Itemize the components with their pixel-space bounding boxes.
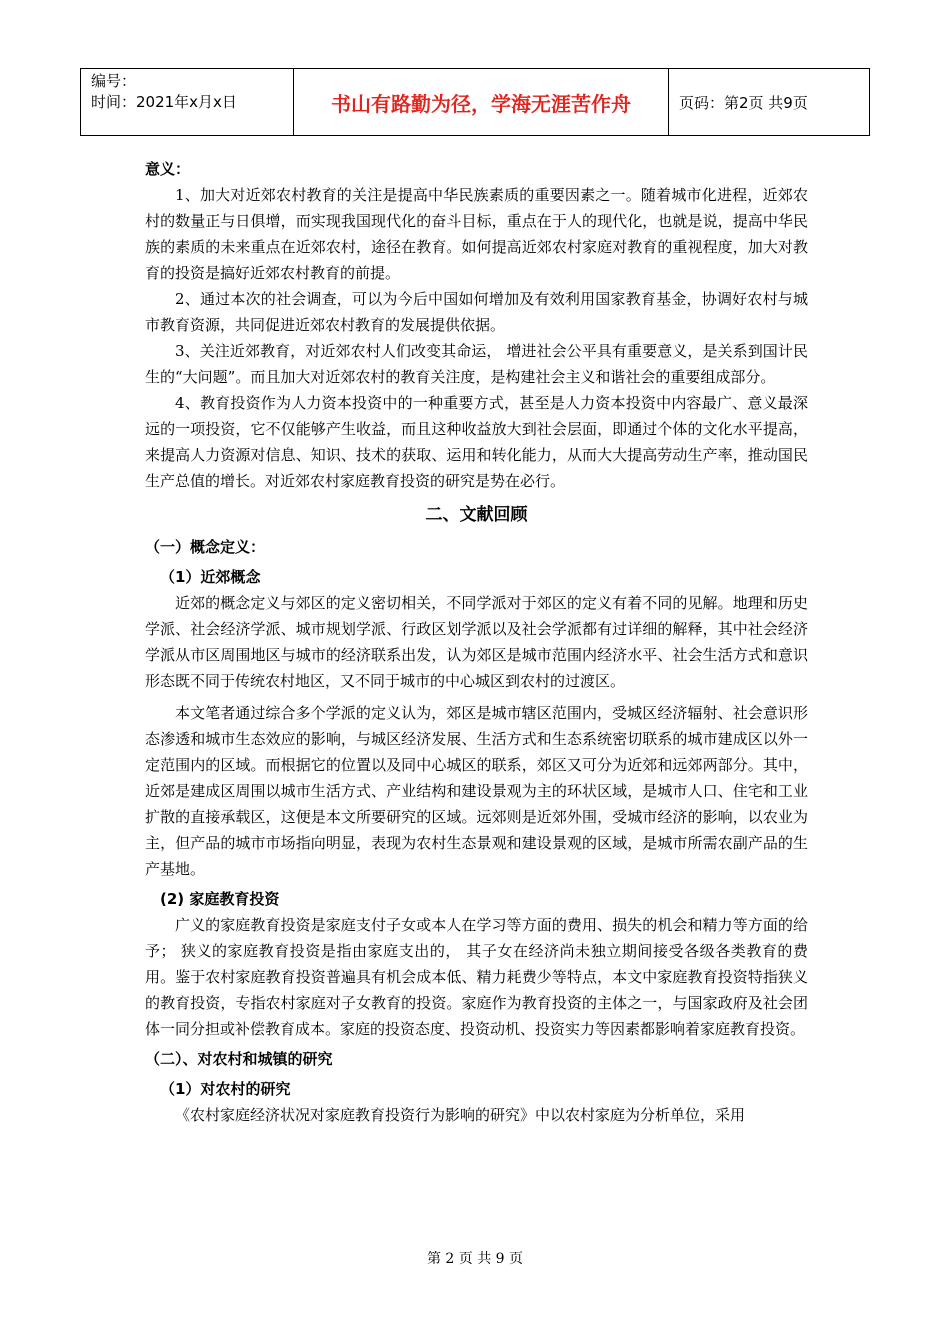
header-motto: 书山有路勤为径，学海无涯苦作舟 — [294, 69, 669, 135]
significance-paragraph-1: 1、加大对近郊农村教育的关注是提高中华民族素质的重要因素之一。随着城市化进程，近郊农村的数量正与日俱增，而实现我国现代化的奋斗目标，重点在于人的现代化，也就是说，提高中华民族的素质的未来重点在近郊农村，途径在教育。如何提高近郊农村家庭对教育的重视程度，加大对教育的投资是搞好近郊农村教育的前提。 — [145, 186, 808, 282]
suburb-paragraph-2: 本文笔者通过综合多个学派的定义认为，郊区是城市辖区范围内，受城区经济辐射、社会意识形态渗透和城市生态效应的影响，与城区经济发展、生活方式和生态系统密切联系的城市建成区以外一定范围内的区域。而根据它的位置以及同中心城区的联系，郊区又可分为近郊和远郊两部分。其中，近郊是建成区周围以城市生活方式、产业结构和建设景观为主的环状区域，是城市人口、住宅和工业扩散的直接承载区，这便是本文所要研究的区域。远郊则是近郊外围，受城市经济的影响，以农业为主，但产品的城市市场指向明显，表现为农村生态景观和建设景观的区域，是城市所需农副产品的生产基地。 — [145, 704, 808, 878]
subsection-title-rural-urban-research: （二）、对农村和城镇的研究 — [145, 1050, 333, 1068]
page-footer: 第 2 页 共 9 页 — [426, 1251, 524, 1267]
header-meta — [81, 69, 294, 135]
significance-paragraph-4: 4、教育投资作为人力资本投资中的一种重要方式，甚至是人力资本投资中内容最广、意义最深远的一项投资，它不仅能够产生收益，而且这种收益放大到社会层面，即通过个体的文化水平提高，来提高人力资源对信息、知识、技术的获取、运用和转化能力，从而大大提高劳动生产率，推动国民生产总值的增长。对近郊农村家庭教育投资的研究是势在必行。 — [145, 394, 808, 490]
significance-paragraph-2: 2、通过本次的社会调查，可以为今后中国如何增加及有效利用国家教育基金，协调好农村与城市教育资源，共同促进近郊农村教育的发展提供依据。 — [145, 290, 808, 334]
suburb-paragraph-1: 近郊的概念定义与郊区的定义密切相关，不同学派对于郊区的定义有着不同的见解。地理和历史学派、社会经济学派、城市规划学派、行政区划学派以及社会学派都有过详细的解释，其中社会经济学派从市区周围地区与城市的经济联系出发，认为郊区是城市范围内经济水平、社会生活方式和意识形态既不同于传统农村地区，又不同于城市的中心城区到农村的过渡区。 — [145, 594, 808, 690]
header-page-label: 页码：第2页 共9页 — [679, 93, 808, 112]
doc-number-label: 编号： — [91, 72, 137, 90]
section-title-literature-review: 二、文献回顾 — [425, 505, 528, 525]
subsection-title-concept-definition: （一）概念定义： — [145, 538, 266, 556]
significance-label: 意义： — [145, 160, 191, 178]
document-body — [145, 156, 808, 1128]
doc-date-label: 时间：2021年x月x日 — [91, 93, 237, 111]
subsection-title-family-education-investment: (2) 家庭教育投资 — [160, 890, 280, 908]
significance-paragraph-3: 3、关注近郊教育，对近郊农村人们改变其命运， 增进社会公平具有重要意义，是关系到国计民生的“大问题”。而且加大对近郊农村的教育关注度，是构建社会主义和谐社会的重要组成部分。 — [145, 342, 808, 386]
subsection-title-suburb-concept: （1）近郊概念 — [160, 568, 261, 586]
subsection-title-rural-research: （1）对农村的研究 — [160, 1080, 291, 1098]
family-education-paragraph-1: 广义的家庭教育投资是家庭支付子女或本人在学习等方面的费用、损失的机会和精力等方面的给予； 狭义的家庭教育投资是指由家庭支出的， 其子女在经济尚未独立期间接受各级各类教育的费用。鉴于农村家庭教育投资普遍具有机会成本低、精力耗费少等特点，本文中家庭教育投资特指狭义的教育投资，专指农村家庭对子女教育的投资。家庭作为教育投资的主体之一，与国家政府及社会团体一同分担或补偿教育成本。家庭的投资态度、投资动机、投资实力等因素都影响着家庭教育投资。 — [145, 916, 808, 1038]
rural-research-paragraph-1: 《农村家庭经济状况对家庭教育投资行为影响的研究》中以农村家庭为分析单位，采用 — [175, 1106, 746, 1124]
page-header — [80, 68, 870, 136]
